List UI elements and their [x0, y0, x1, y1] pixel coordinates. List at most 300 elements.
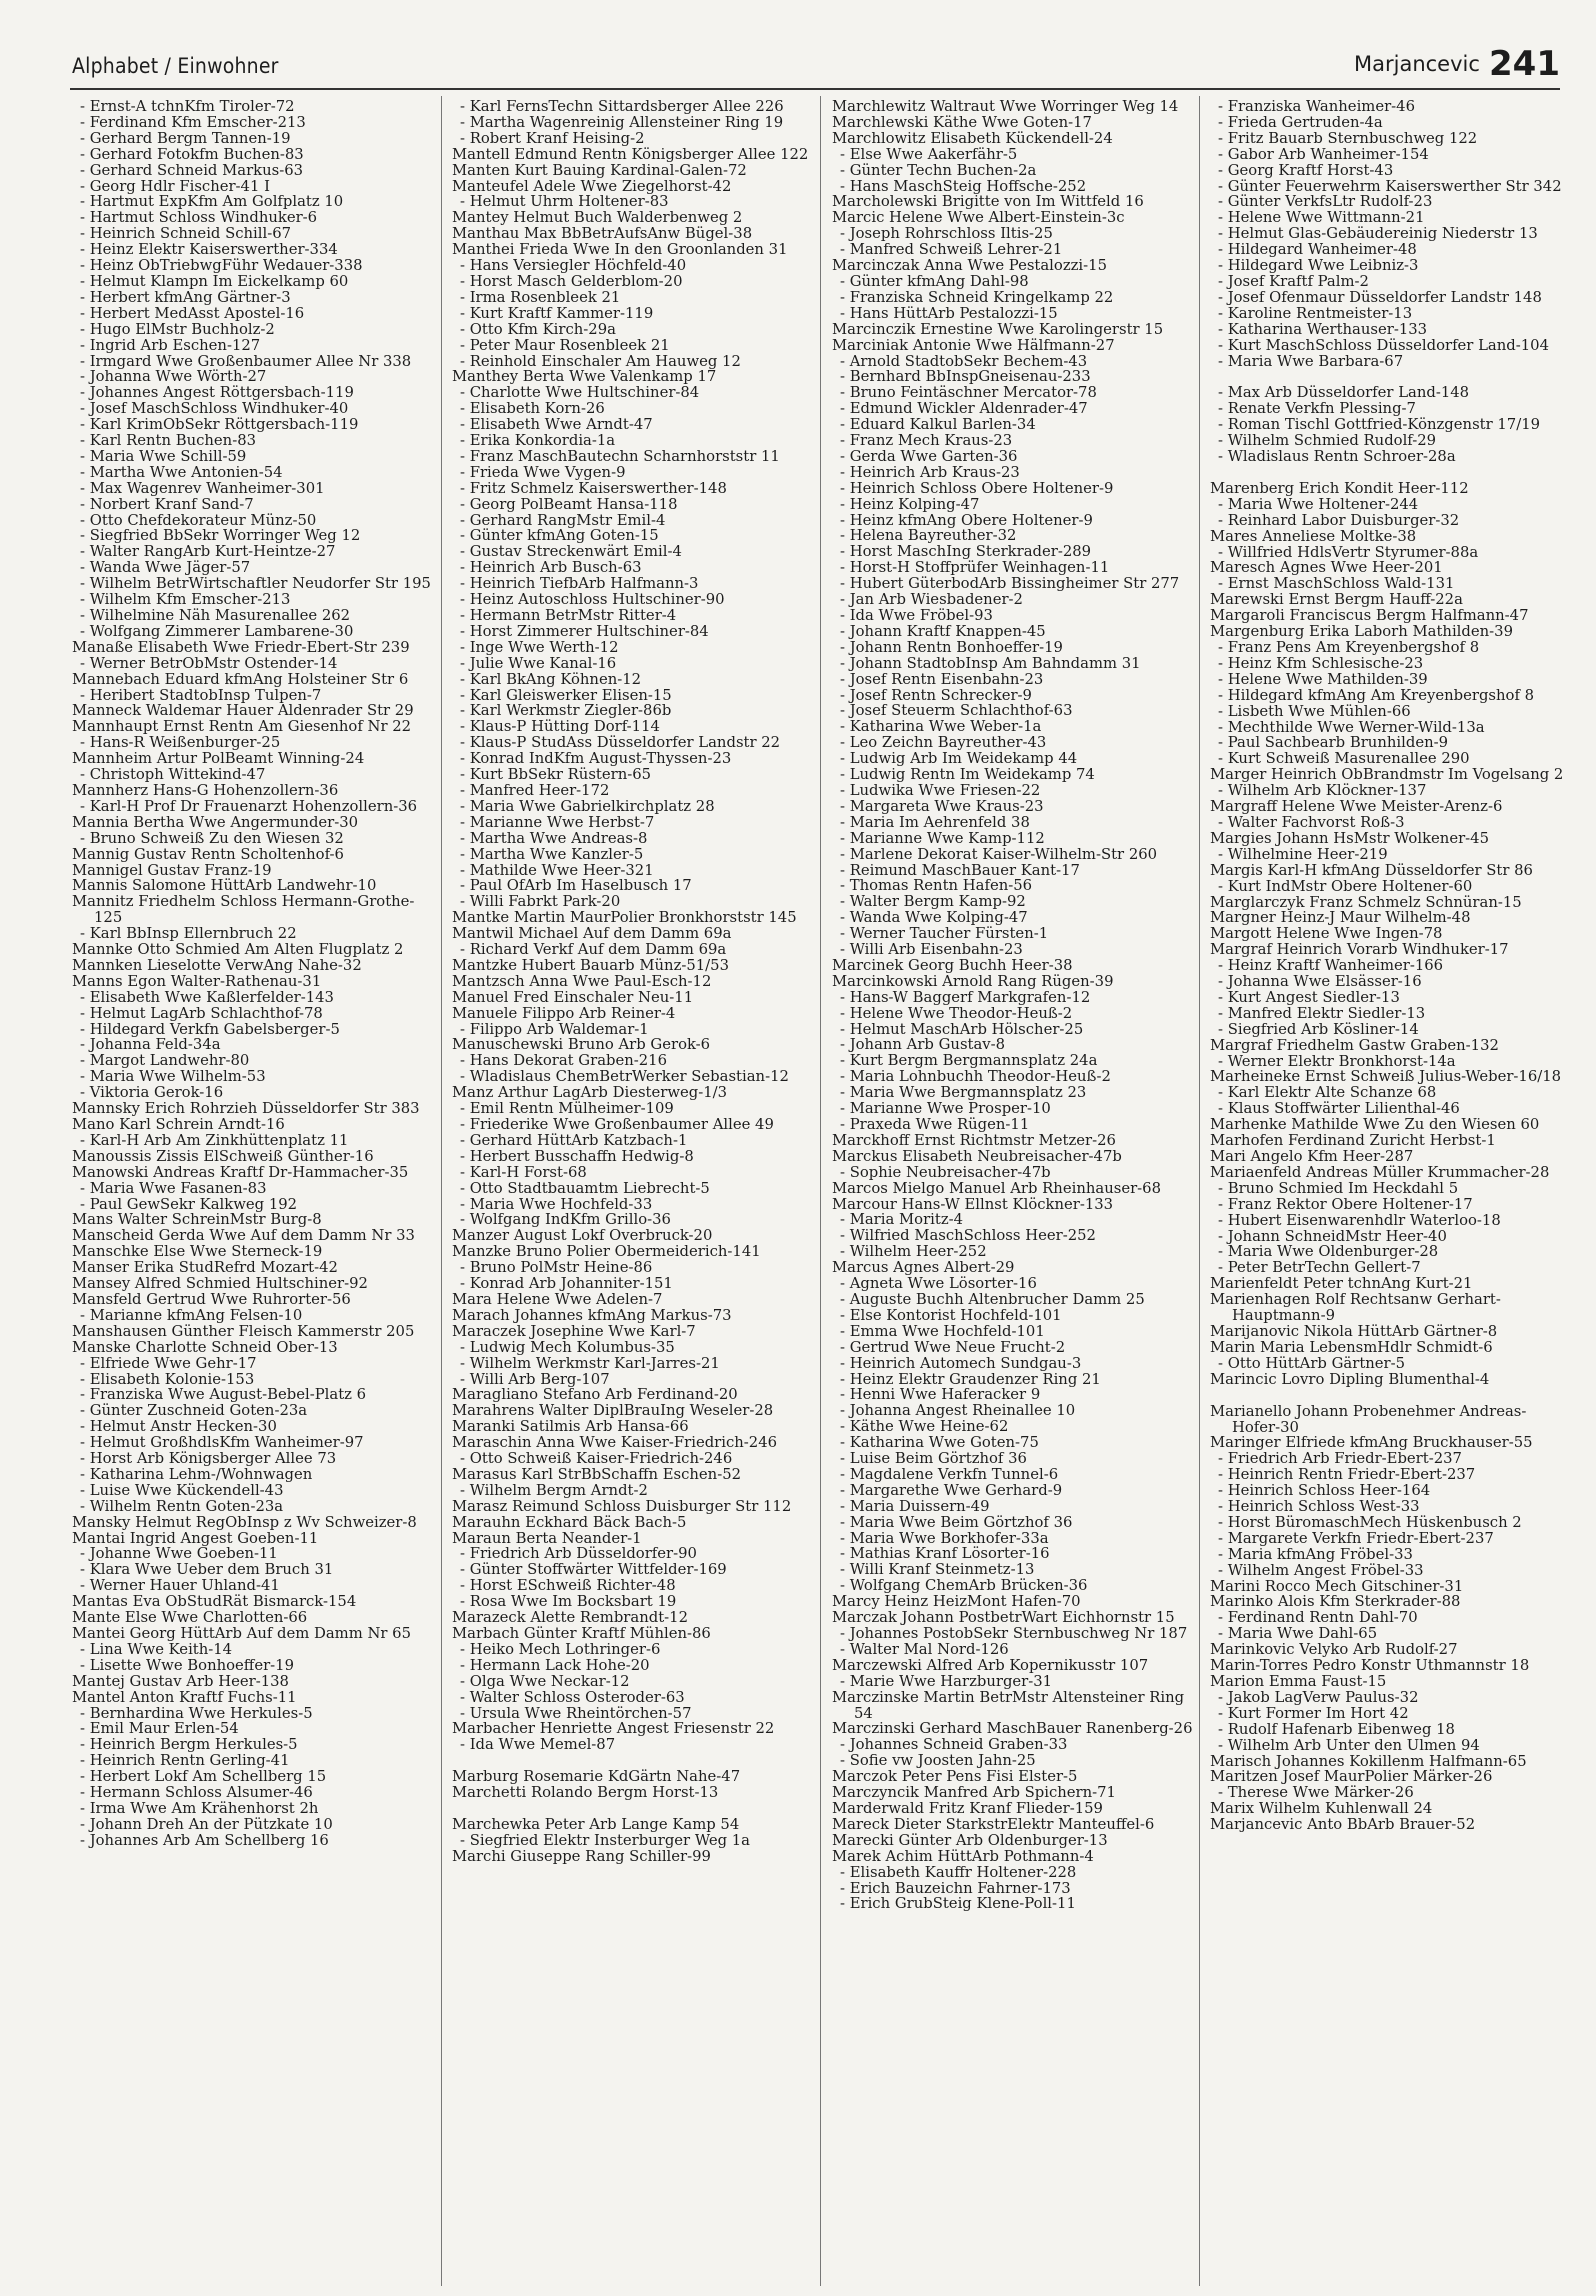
directory-entry: Marchlewski Käthe Wwe Goten-17	[832, 113, 1092, 131]
directory-entry: - Maria Im Aehrenfeld 38	[840, 813, 1030, 831]
directory-entry: - Günter VerkfsLtr Rudolf-23	[1218, 193, 1433, 211]
page-header	[70, 44, 1560, 88]
directory-entry: - Günter Stoffwärter Wittfelder-169	[460, 1561, 727, 1579]
directory-entry: - Otto Kfm Kirch-29a	[460, 320, 616, 338]
directory-entry: - Hildegard Verkfn Gabelsberger-5	[80, 1020, 340, 1038]
directory-entry: Marckus Elisabeth Neubreisacher-47b	[832, 1147, 1122, 1165]
directory-entry: Manneck Waldemar Hauer Aldenrader Str 29	[72, 702, 414, 720]
directory-entry: - Mathilde Wwe Heer-321	[460, 861, 654, 879]
directory-entry: Marcy Heinz HeizMont Hafen-70	[832, 1593, 1081, 1611]
directory-entry: - Elisabeth Wwe Arndt-47	[460, 416, 653, 434]
header-keyword: Marjancevic	[1354, 52, 1480, 76]
directory-entry: Manaße Elisabeth Wwe Friedr-Ebert-Str 239	[72, 638, 410, 656]
directory-entry: - Margarete Verkfn Friedr-Ebert-237	[1218, 1529, 1494, 1547]
directory-entry: Marinko Alois Kfm Sterkrader-88	[1210, 1593, 1461, 1611]
directory-entry: - Hermann Lack Hohe-20	[460, 1656, 650, 1674]
directory-entry: Mannsky Erich Rohrzieh Düsseldorfer Str 383	[72, 1100, 420, 1118]
directory-entry: Mantell Edmund Rentn Königsberger Allee 122	[452, 145, 809, 163]
directory-entry: Manschke Else Wwe Sterneck-19	[72, 1243, 323, 1261]
directory-entry: - Erika Konkordia-1a	[460, 432, 616, 450]
directory-entry: - Lina Wwe Keith-14	[80, 1640, 233, 1658]
header-rule	[70, 88, 1560, 90]
directory-entry: Manuel Fred Einschaler Neu-11	[452, 988, 694, 1006]
directory-entry: Marcos Mielgo Manuel Arb Rheinhauser-68	[832, 1179, 1161, 1197]
directory-entry: - Ludwig Arb Im Weidekamp 44	[840, 750, 1078, 768]
directory-entry: Marincic Lovro Dipling Blumenthal-4	[1210, 1370, 1490, 1388]
directory-entry: - Hans HüttArb Pestalozzi-15	[840, 304, 1058, 322]
directory-entry: - Therese Wwe Märker-26	[1218, 1784, 1414, 1802]
directory-entry: Mannitz Friedhelm Schloss Hermann-Grothe-125	[72, 893, 415, 927]
directory-entry: Marczak Johann PostbetrWart Eichhornstr 15	[832, 1609, 1175, 1627]
directory-entry: - Elisabeth Korn-26	[460, 400, 605, 418]
directory-entry: - Ferdinand Rentn Dahl-70	[1218, 1609, 1418, 1627]
directory-entry: - Max Wagenrev Wanheimer-301	[80, 479, 325, 497]
directory-entry: - Ernst MaschSchloss Wald-131	[1218, 575, 1455, 593]
directory-entry: - Luise Wwe Kückendell-43	[80, 1481, 284, 1499]
directory-entry: - Wolfgang IndKfm Grillo-36	[460, 1211, 671, 1229]
directory-entry: - Wilhelmine Heer-219	[1218, 845, 1388, 863]
directory-column-2	[452, 99, 814, 2279]
directory-entry: - Margareta Wwe Kraus-23	[840, 797, 1044, 815]
directory-entry: - Wilhelm Bergm Arndt-2	[460, 1481, 648, 1499]
directory-entry: Manthei Frieda Wwe In den Groonlanden 31	[452, 241, 788, 259]
directory-entry: - Frieda Gertruden-4a	[1218, 113, 1383, 131]
directory-entry: - Gerhard RangMstr Emil-4	[460, 511, 666, 529]
directory-entry: Manuschewski Bruno Arb Gerok-6	[452, 1036, 711, 1054]
directory-entry: Mariaenfeld Andreas Müller Krummacher-28	[1210, 1163, 1550, 1181]
directory-entry: - Ludwika Wwe Friesen-22	[840, 781, 1041, 799]
directory-entry: Marheineke Ernst Schweiß Julius-Weber-16/18	[1210, 1068, 1562, 1086]
directory-entry: - Heiko Mech Lothringer-6	[460, 1640, 661, 1658]
directory-entry: - Luise Beim Görtzhof 36	[840, 1450, 1027, 1468]
directory-entry: - Gerhard Schneid Markus-63	[80, 161, 304, 179]
directory-entry: - Irma Wwe Am Krähenhorst 2h	[80, 1799, 319, 1817]
directory-entry: - Werner Hauer Uhland-41	[80, 1577, 280, 1595]
directory-entry: - Horst Arb Königsberger Allee 73	[80, 1450, 337, 1468]
column-divider	[820, 96, 821, 2286]
directory-entry: - Heinz Elektr Kaiserswerther-334	[80, 241, 338, 259]
directory-entry: - Martha Wagenreinig Allensteiner Ring 19	[460, 113, 784, 131]
page-number: 241	[1489, 44, 1560, 84]
directory-entry: Marisch Johannes Kokillenm Halfmann-65	[1210, 1752, 1527, 1770]
directory-entry: - Johanna Feld-34a	[80, 1036, 221, 1054]
directory-entry: - Praxeda Wwe Rügen-11	[840, 1116, 1030, 1133]
directory-entry: - Konrad IndKfm August-Thyssen-23	[460, 750, 732, 768]
directory-entry: - Klara Wwe Ueber dem Bruch 31	[80, 1561, 334, 1579]
directory-entry: - Heinrich Schneid Schill-67	[80, 225, 292, 243]
directory-entry: Manoussis Zissis ElSchweiß Günther-16	[72, 1147, 374, 1165]
directory-entry: - Wanda Wwe Kolping-47	[840, 909, 1028, 927]
directory-entry: - Rosa Wwe Im Bocksbart 19	[460, 1593, 677, 1611]
directory-entry: - Leo Zeichn Bayreuther-43	[840, 734, 1047, 752]
directory-entry: Marcholewski Brigitte von Im Wittfeld 16	[832, 193, 1144, 211]
directory-entry: - Wilhelm BetrWirtschaftler Neudorfer Str 195	[80, 575, 431, 593]
directory-entry: Marin Maria LebensmHdlr Schmidt-6	[1210, 1338, 1493, 1356]
directory-column-4	[1210, 99, 1572, 2279]
directory-entry: - Willi Fabrkt Park-20	[460, 893, 621, 911]
directory-entry: - Auguste Buchh Altenbrucher Damm 25	[840, 1290, 1145, 1308]
directory-entry: - Hugo ElMstr Buchholz-2	[80, 320, 275, 338]
directory-entry: Marchewka Peter Arb Lange Kamp 54	[452, 1816, 740, 1834]
directory-entry: - Maria Wwe Beim Görtzhof 36	[840, 1513, 1073, 1531]
directory-entry: Marcinczik Ernestine Wwe Karolingerstr 15	[832, 320, 1164, 338]
directory-entry: Maringer Elfriede kfmAng Bruckhauser-55	[1210, 1434, 1533, 1452]
directory-entry: - Bruno Schmied Im Heckdahl 5	[1218, 1179, 1459, 1197]
directory-entry: - Johanna Wwe Wörth-27	[80, 368, 267, 386]
directory-entry: - Maria Moritz-4	[840, 1211, 964, 1229]
directory-entry: - Franziska Wwe August-Bebel-Platz 6	[80, 1386, 367, 1404]
directory-entry: - Günter kfmAng Dahl-98	[840, 272, 1029, 290]
directory-entry: - Irmgard Wwe Großenbaumer Allee Nr 338	[80, 352, 412, 370]
directory-entry: - Werner BetrObMstr Ostender-14	[80, 654, 338, 672]
directory-entry: - Hermann BetrMstr Ritter-4	[460, 607, 677, 624]
entry-spacer	[1210, 369, 1572, 385]
directory-entry: - Georg Kraftf Horst-43	[1218, 161, 1394, 179]
directory-entry: - Maria Wwe Fasanen-83	[80, 1179, 267, 1197]
directory-entry: - Johann Dreh An der Pützkate 10	[80, 1815, 333, 1833]
directory-entry: - Georg Hdlr Fischer-41 I	[80, 177, 270, 195]
directory-entry: - Maria Wwe Oldenburger-28	[1218, 1243, 1439, 1261]
entry-spacer	[1210, 465, 1572, 481]
directory-entry: Marenberg Erich Kondit Heer-112	[1210, 479, 1469, 497]
directory-entry: - Henni Wwe Haferacker 9	[840, 1386, 1041, 1404]
directory-entry: - Günter kfmAng Goten-15	[460, 527, 659, 545]
directory-entry: - Karl BkAng Köhnen-12	[460, 670, 642, 688]
directory-entry: - Horst MaschIng Sterkrader-289	[840, 543, 1092, 561]
directory-entry: Marcinek Georg Buchh Heer-38	[832, 956, 1073, 974]
directory-entry: - Manfred Heer-172	[460, 781, 610, 799]
directory-entry: Margaroli Franciscus Bergm Halfmann-47	[1210, 607, 1529, 625]
directory-entry: - Karl-H Forst-68	[460, 1163, 587, 1181]
directory-entry: Maresch Agnes Wwe Heer-201	[1210, 559, 1443, 577]
directory-entry: Mantzsch Anna Wwe Paul-Esch-12	[452, 972, 712, 990]
directory-entry: - Martha Wwe Antonien-54	[80, 463, 283, 481]
directory-entry: Marini Rocco Mech Gitschiner-31	[1210, 1577, 1464, 1595]
directory-entry: - Paul OfArb Im Haselbusch 17	[460, 877, 692, 895]
directory-entry: Manteufel Adele Wwe Ziegelhorst-42	[452, 177, 732, 195]
directory-entry: - Erich GrubSteig Klene-Poll-11	[840, 1895, 1076, 1913]
directory-entry: - Helmut Anstr Hecken-30	[80, 1418, 277, 1436]
directory-entry: - Roman Tischl Gottfried-Könzgenstr 17/19	[1218, 416, 1541, 434]
directory-entry: - Günter Feuerwehrm Kaiserswerther Str 342	[1218, 177, 1562, 195]
directory-entry: Mansfeld Gertrud Wwe Ruhrorter-56	[72, 1290, 351, 1308]
directory-entry: - Heinz Kraftf Wanheimer-166	[1218, 957, 1444, 975]
directory-entry: - Günter Zuschneid Goten-23a	[80, 1402, 308, 1420]
directory-entry: - Horst ESchweiß Richter-48	[460, 1577, 676, 1595]
directory-entry: - Martha Wwe Andreas-8	[460, 829, 648, 847]
directory-entry: - Helene Wwe Wittmann-21	[1218, 209, 1425, 227]
directory-entry: - Helena Bayreuther-32	[840, 527, 1017, 545]
directory-entry: - Kurt Former Im Hort 42	[1218, 1704, 1409, 1722]
directory-entry: Manthau Max BbBetrAufsAnw Bügel-38	[452, 225, 753, 243]
directory-entry: - Jan Arb Wiesbadener-2	[840, 591, 1023, 609]
directory-entry: - Heinz Kolping-47	[840, 495, 980, 513]
directory-entry: - Hartmut ExpKfm Am Golfplatz 10	[80, 193, 344, 211]
directory-entry: - Josef Kraftf Palm-2	[1218, 272, 1369, 290]
directory-entry: - Kurt MaschSchloss Düsseldorfer Land-104	[1218, 336, 1549, 354]
directory-entry: Margner Heinz-J Maur Wilhelm-48	[1210, 909, 1471, 927]
directory-entry: - Joseph Rohrschloss Iltis-25	[840, 225, 1053, 243]
directory-entry: Mantas Eva ObStudRät Bismarck-154	[72, 1593, 357, 1611]
directory-entry: - Mathias Kranf Lösorter-16	[840, 1545, 1050, 1563]
directory-entry: - Franziska Wanheimer-46	[1218, 99, 1415, 115]
directory-entry: Mari Angelo Kfm Heer-287	[1210, 1148, 1414, 1165]
section-title: Alphabet / Einwohner	[72, 54, 279, 78]
directory-entry: - Gerda Wwe Garten-36	[840, 447, 1018, 465]
directory-entry: Mantwil Michael Auf dem Damm 69a	[452, 925, 732, 943]
directory-entry: - Maria Wwe Dahl-65	[1218, 1625, 1378, 1643]
directory-column-3	[832, 99, 1194, 2279]
directory-entry: - Margot Landwehr-80	[80, 1052, 250, 1070]
directory-entry: - Maria kfmAng Fröbel-33	[1218, 1545, 1413, 1563]
directory-entry: - Arnold StadtobSekr Bechem-43	[840, 352, 1088, 370]
directory-entry: - Willi Arb Berg-107	[460, 1370, 610, 1388]
directory-entry: - Karl KrimObSekr Röttgersbach-119	[80, 416, 359, 434]
directory-entry: - Elfriede Wwe Gehr-17	[80, 1354, 257, 1372]
directory-entry: - Hermann Schloss Alsumer-46	[80, 1784, 313, 1802]
directory-entry: Marchetti Rolando Bergm Horst-13	[452, 1784, 719, 1802]
directory-entry: - Gabor Arb Wanheimer-154	[1218, 145, 1429, 163]
directory-entry: Manz Arthur LagArb Diesterweg-1/3	[452, 1084, 728, 1102]
directory-entry: Maraczek Josephine Wwe Karl-7	[452, 1322, 696, 1340]
directory-entry: Manowski Andreas Kraftf Dr-Hammacher-35	[72, 1163, 409, 1181]
directory-entry: Marianello Johann Probenehmer Andreas-Hofer-30	[1210, 1402, 1527, 1436]
directory-entry: - Herbert kfmAng Gärtner-3	[80, 288, 291, 306]
directory-entry: Marix Wilhelm Kuhlenwall 24	[1210, 1800, 1433, 1818]
directory-entry: - Werner Elektr Bronkhorst-14a	[1218, 1052, 1456, 1070]
directory-entry: - Fritz Bauarb Sternbuschweg 122	[1218, 129, 1478, 147]
directory-entry: - Wladislaus Rentn Schroer-28a	[1218, 448, 1456, 466]
directory-entry: - Marianne Wwe Kamp-112	[840, 829, 1045, 847]
directory-entry: Marchlewitz Waltraut Wwe Worringer Weg 14	[832, 99, 1179, 115]
directory-entry: Marecki Günter Arb Oldenburger-13	[832, 1831, 1108, 1849]
directory-entry: - Paul GewSekr Kalkweg 192	[80, 1195, 298, 1213]
directory-entry: - Christoph Wittekind-47	[80, 766, 266, 784]
directory-entry: - Johanne Wwe Goeben-11	[80, 1545, 278, 1563]
directory-entry: Marchi Giuseppe Rang Schiller-99	[452, 1847, 711, 1865]
directory-entry: - Paul Sachbearb Brunhilden-9	[1218, 734, 1449, 752]
directory-entry: - Wilhelm Arb Unter den Ulmen 94	[1218, 1736, 1480, 1754]
directory-entry: Mannheim Artur PolBeamt Winning-24	[72, 750, 365, 768]
directory-entry: - Helmut LagArb Schlachthof-78	[80, 1004, 323, 1022]
directory-entry: Marcic Helene Wwe Albert-Einstein-3c	[832, 209, 1125, 227]
directory-entry: Manten Kurt Bauing Kardinal-Galen-72	[452, 161, 747, 179]
directory-entry: - Willi Arb Eisenbahn-23	[840, 941, 1023, 959]
directory-entry: - Hans MaschSteig Hoffsche-252	[840, 177, 1087, 195]
directory-entry: Mantel Anton Kraftf Fuchs-11	[72, 1688, 297, 1706]
directory-entry: - Kurt Schweiß Masurenallee 290	[1218, 750, 1470, 768]
directory-entry: Marczewski Alfred Arb Kopernikusstr 107	[832, 1656, 1149, 1674]
directory-entry: - Lisbeth Wwe Mühlen-66	[1218, 702, 1411, 720]
directory-entry: Marczinski Gerhard MaschBauer Ranenberg-26	[832, 1720, 1193, 1738]
directory-entry: Marasz Reimund Schloss Duisburger Str 112	[452, 1497, 792, 1515]
directory-entry: - Helmut MaschArb Hölscher-25	[840, 1020, 1084, 1038]
directory-entry: Mansey Alfred Schmied Hultschiner-92	[72, 1275, 368, 1293]
directory-entry: - Charlotte Wwe Hultschiner-84	[460, 384, 700, 402]
directory-entry: - Johannes Angest Röttgersbach-119	[80, 384, 354, 402]
directory-entry: Marger Heinrich ObBrandmstr Im Vogelsang 2	[1210, 766, 1564, 784]
directory-entry: - Margarethe Wwe Gerhard-9	[840, 1481, 1063, 1499]
directory-entry: Marauhn Eckhard Bäck Bach-5	[452, 1513, 687, 1531]
directory-entry: Marciniak Antonie Wwe Hälfmann-27	[832, 336, 1115, 354]
directory-entry: - Heinz ObTriebwgFühr Wedauer-338	[80, 257, 363, 275]
directory-entry: Marburg Rosemarie KdGärtn Nahe-47	[452, 1768, 741, 1786]
directory-entry: - Maria Lohnbuchh Theodor-Heuß-2	[840, 1068, 1111, 1086]
directory-entry: - Wanda Wwe Jäger-57	[80, 559, 251, 577]
directory-entry: Marek Achim HüttArb Pothmann-4	[832, 1847, 1094, 1865]
directory-entry: Manser Erika StudRefrd Mozart-42	[72, 1259, 338, 1277]
directory-entry: Mannherz Hans-G Hohenzollern-36	[72, 781, 339, 799]
directory-entry: Marczinske Martin BetrMstr Altensteiner Ring 54	[832, 1688, 1185, 1722]
directory-entry: Margott Helene Wwe Ingen-78	[1210, 925, 1443, 943]
directory-entry: - Else Kontorist Hochfeld-101	[840, 1306, 1062, 1324]
directory-entry: - Herbert Lokf Am Schellberg 15	[80, 1768, 327, 1786]
directory-entry: - Kurt IndMstr Obere Holtener-60	[1218, 877, 1473, 895]
directory-entry: - Walter Bergm Kamp-92	[840, 893, 1026, 911]
directory-entry: Maragliano Stefano Arb Ferdinand-20	[452, 1386, 738, 1404]
directory-entry: - Emil Maur Erlen-54	[80, 1720, 239, 1738]
directory-entry: Marcinkowski Arnold Rang Rügen-39	[832, 972, 1114, 990]
directory-entry: - Bruno Schweiß Zu den Wiesen 32	[80, 829, 344, 847]
directory-entry: - Elisabeth Wwe Kaßlerfelder-143	[80, 988, 334, 1006]
directory-entry: - Gerhard Bergm Tannen-19	[80, 129, 291, 147]
directory-entry: - Marie Wwe Harzburger-31	[840, 1672, 1053, 1690]
directory-entry: - Josef Rentn Eisenbahn-23	[840, 670, 1044, 688]
directory-entry: - Jakob LagVerw Paulus-32	[1218, 1688, 1419, 1706]
directory-entry: - Bernhardina Wwe Herkules-5	[80, 1704, 313, 1722]
directory-entry: - Friedrich Arb Friedr-Ebert-237	[1218, 1450, 1462, 1468]
directory-entry: Marhenke Mathilde Wwe Zu den Wiesen 60	[1210, 1116, 1540, 1134]
directory-entry: Marcinczak Anna Wwe Pestalozzi-15	[832, 257, 1107, 275]
directory-entry: - Bruno Feintäschner Mercator-78	[840, 384, 1097, 402]
directory-entry: Marazeck Alette Rembrandt-12	[452, 1609, 688, 1627]
directory-entry: - Karl-H Prof Dr Frauenarzt Hohenzollern-36	[80, 797, 418, 815]
directory-entry: Mantzke Hubert Bauarb Münz-51/53	[452, 956, 730, 974]
directory-entry: - Walter RangArb Kurt-Heintze-27	[80, 543, 336, 561]
directory-entry: Maraschin Anna Wwe Kaiser-Friedrich-246	[452, 1434, 778, 1452]
directory-entry: Mantej Gustav Arb Heer-138	[72, 1672, 289, 1690]
directory-entry: Marijanovic Nikola HüttArb Gärtner-8	[1210, 1322, 1498, 1340]
directory-entry: - Ferdinand Kfm Emscher-213	[80, 113, 306, 131]
directory-entry: - Werner Taucher Fürsten-1	[840, 925, 1049, 943]
directory-entry: - Wilhelm Schmied Rudolf-29	[1218, 432, 1437, 450]
directory-entry: - Peter Maur Rosenbleek 21	[460, 336, 670, 354]
directory-entry: Marckhoff Ernst Richtmstr Metzer-26	[832, 1131, 1116, 1149]
directory-entry: - Otto Stadtbauamtm Liebrecht-5	[460, 1179, 710, 1197]
directory-entry: - Franziska Schneid Kringelkamp 22	[840, 288, 1114, 306]
directory-entry: - Helene Wwe Theodor-Heuß-2	[840, 1004, 1073, 1022]
directory-entry: - Inge Wwe Werth-12	[460, 638, 619, 656]
directory-entry: - Maria Duissern-49	[840, 1497, 990, 1515]
directory-entry: - Karl Elektr Alte Schanze 68	[1218, 1084, 1437, 1102]
directory-entry: - Robert Kranf Heising-2	[460, 129, 645, 147]
directory-entry: Marczok Peter Pens Fisi Elster-5	[832, 1768, 1078, 1786]
directory-entry: - Wilhelm Werkmstr Karl-Jarres-21	[460, 1354, 720, 1372]
directory-entry: - Reinhard Labor Duisburger-32	[1218, 511, 1460, 529]
directory-entry: Mantei Georg HüttArb Auf dem Damm Nr 65	[72, 1625, 411, 1642]
directory-entry: - Hans-W Baggerf Markgrafen-12	[840, 988, 1091, 1006]
directory-entry: - Walter Fachvorst Roß-3	[1218, 813, 1405, 831]
directory-entry: - Richard Verkf Auf dem Damm 69a	[460, 941, 727, 959]
directory-entry: - Wilhelm Kfm Emscher-213	[80, 591, 291, 609]
directory-entry: Margraf Heinrich Vorarb Windhuker-17	[1210, 941, 1509, 959]
directory-entry: Mans Walter SchreinMstr Burg-8	[72, 1211, 322, 1229]
directory-entry: Marewski Ernst Bergm Hauff-22a	[1210, 591, 1463, 609]
directory-entry: - Helmut Uhrm Holtener-83	[460, 193, 669, 211]
directory-entry: Mares Anneliese Moltke-38	[1210, 527, 1417, 545]
directory-entry: Margraf Friedhelm Gastw Graben-132	[1210, 1036, 1499, 1054]
directory-entry: Margies Johann HsMstr Wolkener-45	[1210, 829, 1489, 847]
directory-entry: Margis Karl-H kfmAng Düsseldorfer Str 86	[1210, 861, 1533, 879]
directory-entry: - Kurt BbSekr Rüstern-65	[460, 766, 652, 784]
directory-entry: Marach Johannes kfmAng Markus-73	[452, 1306, 732, 1324]
directory-entry: Marinkovic Velyko Arb Rudolf-27	[1210, 1641, 1458, 1659]
directory-entry: - Josef MaschSchloss Windhuker-40	[80, 400, 349, 418]
directory-entry: Maranki Satilmis Arb Hansa-66	[452, 1418, 689, 1436]
directory-entry: Marion Emma Faust-15	[1210, 1673, 1387, 1690]
directory-entry: Mantey Helmut Buch Walderbenweg 2	[452, 209, 743, 227]
directory-entry: - Gerhard Fotokfm Buchen-83	[80, 145, 304, 163]
directory-entry: - Johannes PostobSekr Sternbuschweg Nr 187	[840, 1625, 1188, 1642]
directory-entry: - Heinrich Bergm Herkules-5	[80, 1736, 298, 1754]
directory-entry: Mannia Bertha Wwe Angermunder-30	[72, 813, 359, 831]
directory-entry: - Hans Versiegler Höchfeld-40	[460, 257, 687, 275]
directory-entry: - Klaus Stoffwärter Lilienthal-46	[1218, 1100, 1460, 1118]
directory-entry: - Marianne Wwe Herbst-7	[460, 813, 655, 831]
directory-entry: Marderwald Fritz Kranf Flieder-159	[832, 1799, 1103, 1817]
directory-entry: Margraff Helene Wwe Meister-Arenz-6	[1210, 798, 1503, 816]
directory-entry: Mara Helene Wwe Adelen-7	[452, 1290, 663, 1308]
directory-entry: - Maria Wwe Bergmannsplatz 23	[840, 1084, 1087, 1102]
directory-entry: - Maria Wwe Hochfeld-33	[460, 1195, 653, 1213]
entry-spacer	[452, 1753, 814, 1769]
directory-entry: Mannke Otto Schmied Am Alten Flugplatz 2	[72, 941, 404, 959]
directory-entry: - Manfred Elektr Siedler-13	[1218, 1004, 1426, 1022]
directory-entry: - Franz Mech Kraus-23	[840, 432, 1013, 450]
directory-entry: Mannken Lieselotte VerwAng Nahe-32	[72, 956, 362, 974]
directory-entry: - Josef Rentn Schrecker-9	[840, 686, 1032, 704]
directory-entry: - Katharina Wwe Weber-1a	[840, 718, 1042, 736]
directory-entry: Marcour Hans-W Ellnst Klöckner-133	[832, 1195, 1114, 1213]
directory-entry: Marasus Karl StrBbSchaffn Eschen-52	[452, 1465, 742, 1483]
directory-entry: - Gerhard HüttArb Katzbach-1	[460, 1131, 688, 1149]
directory-entry: Mannis Salomone HüttArb Landwehr-10	[72, 877, 377, 895]
directory-entry: - Siegfried BbSekr Worringer Weg 12	[80, 527, 361, 545]
directory-entry: - Walter Schloss Osteroder-63	[460, 1688, 685, 1706]
directory-entry: - Kurt Bergm Bergmannsplatz 24a	[840, 1052, 1098, 1070]
directory-entry: - Emma Wwe Hochfeld-101	[840, 1322, 1045, 1340]
directory-entry: - Siegfried Arb Kösliner-14	[1218, 1020, 1419, 1038]
directory-entry: Maritzen Josef MaurPolier Märker-26	[1210, 1768, 1493, 1786]
directory-entry: Marcus Agnes Albert-29	[832, 1259, 1015, 1277]
directory-entry: - Wilhelm Heer-252	[840, 1243, 987, 1261]
directory-entry: Mannhaupt Ernst Rentn Am Giesenhof Nr 22	[72, 718, 412, 736]
directory-entry: - Ida Wwe Memel-87	[460, 1736, 616, 1754]
directory-entry: - Mechthilde Wwe Werner-Wild-13a	[1218, 718, 1485, 736]
directory-entry: - Renate Verkfn Plessing-7	[1218, 400, 1416, 418]
directory-entry: Marchlowitz Elisabeth Kückendell-24	[832, 129, 1113, 147]
directory-entry: - Frieda Wwe Vygen-9	[460, 463, 626, 481]
directory-entry: - Reimund MaschBauer Kant-17	[840, 861, 1080, 879]
directory-entry: - Sophie Neubreisacher-47b	[840, 1163, 1051, 1181]
directory-entry: - Heinrich Schloss Heer-164	[1218, 1482, 1431, 1500]
directory-entry: Marin-Torres Pedro Konstr Uthmannstr 18	[1210, 1657, 1530, 1675]
directory-entry: - Marianne kfmAng Felsen-10	[80, 1306, 303, 1324]
directory-entry: - Johann Rentn Bonhoeffer-19	[840, 638, 1063, 656]
directory-entry: - Herbert MedAsst Apostel-16	[80, 304, 305, 322]
directory-entry: - Eduard Kalkul Barlen-34	[840, 416, 1036, 434]
directory-entry: - Elisabeth Kauffr Holtener-228	[840, 1863, 1077, 1881]
